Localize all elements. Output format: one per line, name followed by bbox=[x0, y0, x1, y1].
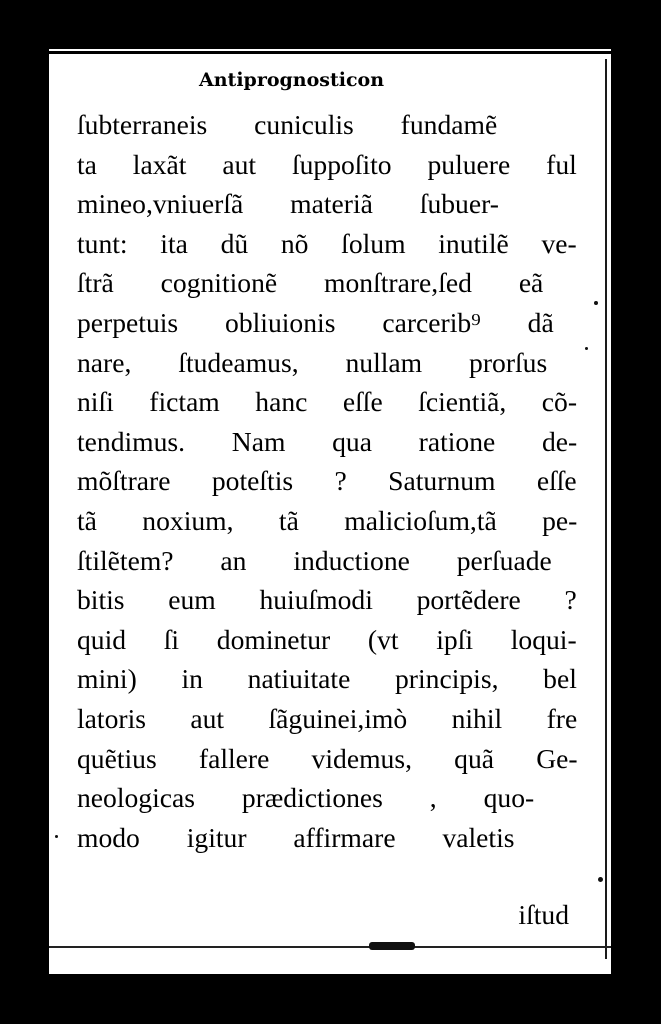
text-line: mineo,vniuerſã materiã ſubuer- bbox=[77, 188, 499, 220]
text-line: mõſtrare poteſtis ? Saturnum eſſe bbox=[77, 465, 577, 497]
text-line: tã noxium, tã malicioſum,tã pe- bbox=[77, 504, 578, 536]
text-block bbox=[77, 105, 577, 857]
ink-speck bbox=[598, 877, 603, 882]
text-line: latoris aut ſãguinei,imò nihil fre bbox=[77, 702, 578, 734]
ink-speck bbox=[55, 835, 58, 838]
text-line: bitis eum huiuſmodi portẽdere ? bbox=[77, 584, 577, 616]
running-head: Antiprognosticon bbox=[199, 69, 385, 91]
text-line: ſtilẽtem? an inductione perſuade bbox=[77, 544, 552, 576]
text-line: nare, ſtudeamus, nullam prorſus bbox=[77, 346, 548, 378]
text-line: mini) in natiuitate principis, bel bbox=[77, 663, 577, 695]
bottom-border-rule bbox=[49, 946, 611, 948]
text-line: ta laxãt aut ſuppoſito puluere ful bbox=[77, 148, 577, 180]
ink-speck bbox=[594, 301, 598, 305]
book-page bbox=[49, 49, 611, 974]
text-line: ſubterraneis cuniculis fundamẽ bbox=[77, 109, 498, 140]
ink-speck bbox=[585, 347, 588, 350]
top-border-rule bbox=[49, 51, 611, 54]
catchword: iſtud bbox=[518, 899, 569, 930]
right-margin-line bbox=[605, 59, 607, 959]
text-line: quid ſi dominetur (vt ipſi loqui- bbox=[77, 623, 577, 655]
text-line: quẽtius fallere videmus, quã Ge- bbox=[77, 742, 578, 774]
text-line: neologicas prædictiones , quo- bbox=[77, 782, 535, 814]
text-line: tendimus. Nam qua ratione de- bbox=[77, 425, 578, 457]
text-line: modo igitur affirmare valetis bbox=[77, 821, 515, 853]
text-line: ſtrã cognitionẽ monſtrare,ſed eã bbox=[77, 267, 544, 299]
text-line: tunt: ita dũ nõ ſolum inutilẽ ve- bbox=[77, 227, 577, 259]
text-line: niſi fictam hanc eſſe ſcientiã, cõ- bbox=[77, 386, 578, 418]
text-line: perpetuis obliuionis carcerib⁹ dã bbox=[77, 306, 554, 338]
